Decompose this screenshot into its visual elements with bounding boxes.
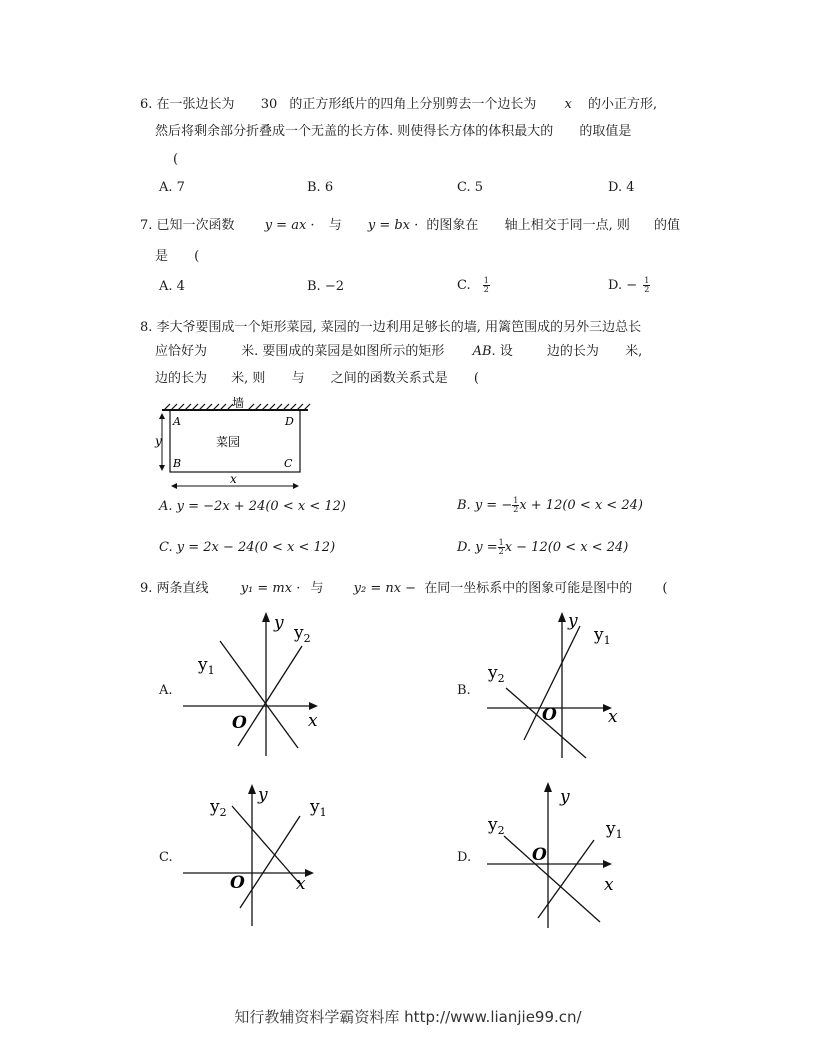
q7-text-4: 的值: [653, 218, 680, 233]
y-arrow-down: [159, 465, 165, 471]
fraction-numerator: 1: [483, 276, 489, 285]
q7-option-b: B. −2: [307, 279, 344, 294]
y-label: y: [568, 611, 578, 631]
q8-line2: [155, 344, 642, 360]
q8-garden-figure: [150, 394, 320, 494]
x-axis-arrow: [603, 860, 612, 868]
y-label: y: [274, 613, 284, 633]
q7-option-d-fraction: [643, 277, 650, 294]
line-y1: [240, 816, 300, 908]
q7-text-1: 7. 已知一次函数: [140, 218, 235, 233]
q6-option-b: B. 6: [307, 180, 334, 195]
y1-letter: y: [198, 655, 208, 675]
fraction-numerator: 1: [498, 538, 504, 547]
q7-option-a: A. 4: [159, 279, 185, 294]
q9-graph-a: [178, 606, 338, 766]
x-label: x: [604, 875, 614, 895]
fraction-numerator: 1: [513, 496, 519, 505]
q7-option-d: [608, 277, 650, 294]
y-axis-arrow: [248, 784, 256, 794]
q9-function-2: y₂ = nx −: [353, 581, 417, 596]
q7-option-c-label: C.: [457, 278, 471, 293]
vertex-c: C: [284, 457, 293, 470]
q6-paren: (: [173, 152, 179, 167]
q9-text-2: 在同一坐标系中的图象可能是图中的: [424, 581, 633, 596]
q9-with: 与: [310, 581, 324, 596]
q8-text-2b: 米. 要围成的菜园是如图所示的矩形: [241, 344, 445, 359]
q9-option-b-label: B.: [457, 683, 471, 698]
y-arrow-up: [159, 413, 165, 419]
q8-option-d-fraction: [498, 539, 505, 556]
q8-option-a: [159, 499, 346, 515]
y1-subscript: 1: [207, 664, 215, 677]
q9-option-a-label: A.: [159, 683, 173, 698]
q9-function-1: y₁ = mx ·: [240, 581, 301, 596]
q9-paren: (: [662, 581, 668, 596]
x-label: x: [296, 874, 306, 894]
origin-label: O: [542, 705, 557, 725]
origin-label: O: [532, 845, 547, 865]
q7-line1: [140, 218, 680, 234]
q6-text-5: 的取值是: [579, 124, 632, 139]
y1-subscript: 1: [319, 806, 327, 819]
q7-text-5: 是: [155, 249, 169, 264]
x-arrow-left: [171, 483, 177, 489]
q9-option-c-label: C.: [159, 850, 173, 865]
origin-label: O: [230, 873, 245, 893]
x-axis-arrow: [305, 869, 314, 877]
q8-line1: 8. 李大爷要围成一个矩形菜园, 菜园的一边利用足够长的墙, 用篱笆围成的另外三边总长: [140, 320, 642, 335]
line-y2: [238, 646, 302, 746]
q8-option-c-text: C. y = 2x − 24(0 < x < 12): [159, 540, 336, 555]
q8-option-a-text: A. y = −2x + 24(0 < x < 12): [159, 499, 346, 514]
q8-option-b: [457, 497, 643, 514]
vertex-b: B: [173, 457, 182, 470]
y-label: y: [560, 787, 570, 807]
q7-line2: [155, 249, 199, 265]
fraction-denominator: 2: [513, 505, 519, 514]
vertex-a: A: [173, 415, 181, 428]
x-axis-arrow: [309, 702, 318, 710]
q8-text-2d: . 设: [491, 344, 513, 359]
q7-text-2: 的图象在: [426, 218, 479, 233]
y1-subscript: 1: [615, 828, 623, 841]
q6-text-1: 6. 在一张边长为: [140, 97, 235, 112]
q8-option-d-text-1: D. y =: [457, 540, 498, 555]
y-axis-arrow: [544, 782, 552, 792]
q7-paren: (: [194, 249, 200, 264]
y1-letter: y: [606, 819, 616, 839]
q7-option-d-label: D. −: [608, 278, 638, 293]
y-dimension-label: y: [155, 434, 162, 448]
y1-label: [593, 625, 611, 647]
line-y2: [504, 836, 600, 922]
page-footer: 知行教辅资料学霸资料库 http://www.lianjie99.cn/: [234, 1008, 582, 1026]
q8-option-b-text-2: x + 12(0 < x < 24): [519, 498, 643, 513]
q9-graph-b: [482, 606, 642, 766]
q9-line1: [140, 581, 667, 597]
y1-subscript: 1: [603, 634, 611, 647]
y-label: y: [258, 785, 268, 805]
y2-letter: y: [488, 663, 498, 683]
q8-text-3b: 米, 则: [231, 371, 266, 386]
q8-text-2c: AB: [472, 344, 492, 359]
q8-text-3c: 与: [291, 371, 305, 386]
y2-label: [293, 623, 311, 645]
q7-option-c: [457, 277, 490, 294]
fraction-denominator: 2: [483, 285, 489, 294]
y2-letter: y: [488, 815, 498, 835]
q8-text-2a: 应恰好为: [155, 344, 208, 359]
y1-letter: y: [310, 797, 320, 817]
x-dimension-label: x: [230, 472, 237, 486]
y2-subscript: 2: [303, 632, 311, 645]
y1-label: [197, 655, 215, 677]
q8-text-2e: 边的长为: [546, 344, 599, 359]
q8-line3: [155, 371, 479, 387]
y1-label: [605, 819, 623, 841]
y2-label: [487, 663, 505, 685]
q6-value-30: 30: [260, 97, 278, 112]
q7-option-c-fraction: [483, 277, 490, 294]
origin-label: O: [232, 713, 247, 733]
q9-graph-d: [482, 776, 642, 936]
q6-text-4: 然后将剩余部分折叠成一个无盖的长方体. 则使得长方体的体积最大的: [155, 124, 554, 139]
q7-function-1: y = ax ·: [264, 218, 315, 233]
wall-label: 墙: [232, 396, 245, 410]
q9-graph-c: [178, 776, 338, 936]
fraction-denominator: 2: [644, 285, 650, 294]
q8-text-3d: 之间的函数关系式是: [330, 371, 448, 386]
fraction-denominator: 2: [498, 547, 504, 556]
x-label: x: [608, 707, 618, 727]
q6-var-x: x: [564, 97, 572, 112]
garden-label: 菜园: [216, 435, 241, 449]
q6-text-3: 的小正方形,: [588, 97, 658, 112]
q8-option-d-text-2: x − 12(0 < x < 24): [504, 540, 629, 555]
y-axis-arrow: [558, 612, 566, 622]
q6-option-d: D. 4: [608, 180, 635, 195]
q7-text-3: 轴上相交于同一点, 则: [504, 218, 630, 233]
y2-subscript: 2: [219, 806, 227, 819]
q7-function-2: y = bx ·: [367, 218, 419, 233]
q8-option-d: [457, 539, 628, 556]
y2-subscript: 2: [497, 672, 505, 685]
x-arrow-right: [293, 483, 299, 489]
q7-with: 与: [328, 218, 342, 233]
q8-option-c: [159, 540, 335, 556]
y2-label: [487, 815, 505, 837]
y2-subscript: 2: [497, 824, 505, 837]
q8-text-2f: 米,: [625, 344, 643, 359]
q8-option-b-text-1: B. y = −: [457, 498, 513, 513]
vertex-d: D: [285, 415, 294, 428]
q9-option-d-label: D.: [457, 850, 472, 865]
y-axis-arrow: [262, 612, 270, 622]
q6-text-2: 的正方形纸片的四角上分别剪去一个边长为: [289, 97, 537, 112]
fraction-numerator: 1: [644, 276, 650, 285]
q6-option-a: A. 7: [159, 180, 185, 195]
x-label: x: [308, 711, 318, 731]
y1-letter: y: [594, 625, 604, 645]
q6-line1: [140, 97, 657, 113]
q8-text-3a: 边的长为: [155, 371, 208, 386]
y2-letter: y: [210, 797, 220, 817]
q8-paren: (: [473, 371, 479, 386]
q6-option-c: C. 5: [457, 180, 484, 195]
y2-label: [209, 797, 227, 819]
q6-line2: [155, 124, 631, 140]
y1-label: [309, 797, 327, 819]
q9-text-1: 9. 两条直线: [140, 581, 209, 596]
y2-letter: y: [294, 623, 304, 643]
